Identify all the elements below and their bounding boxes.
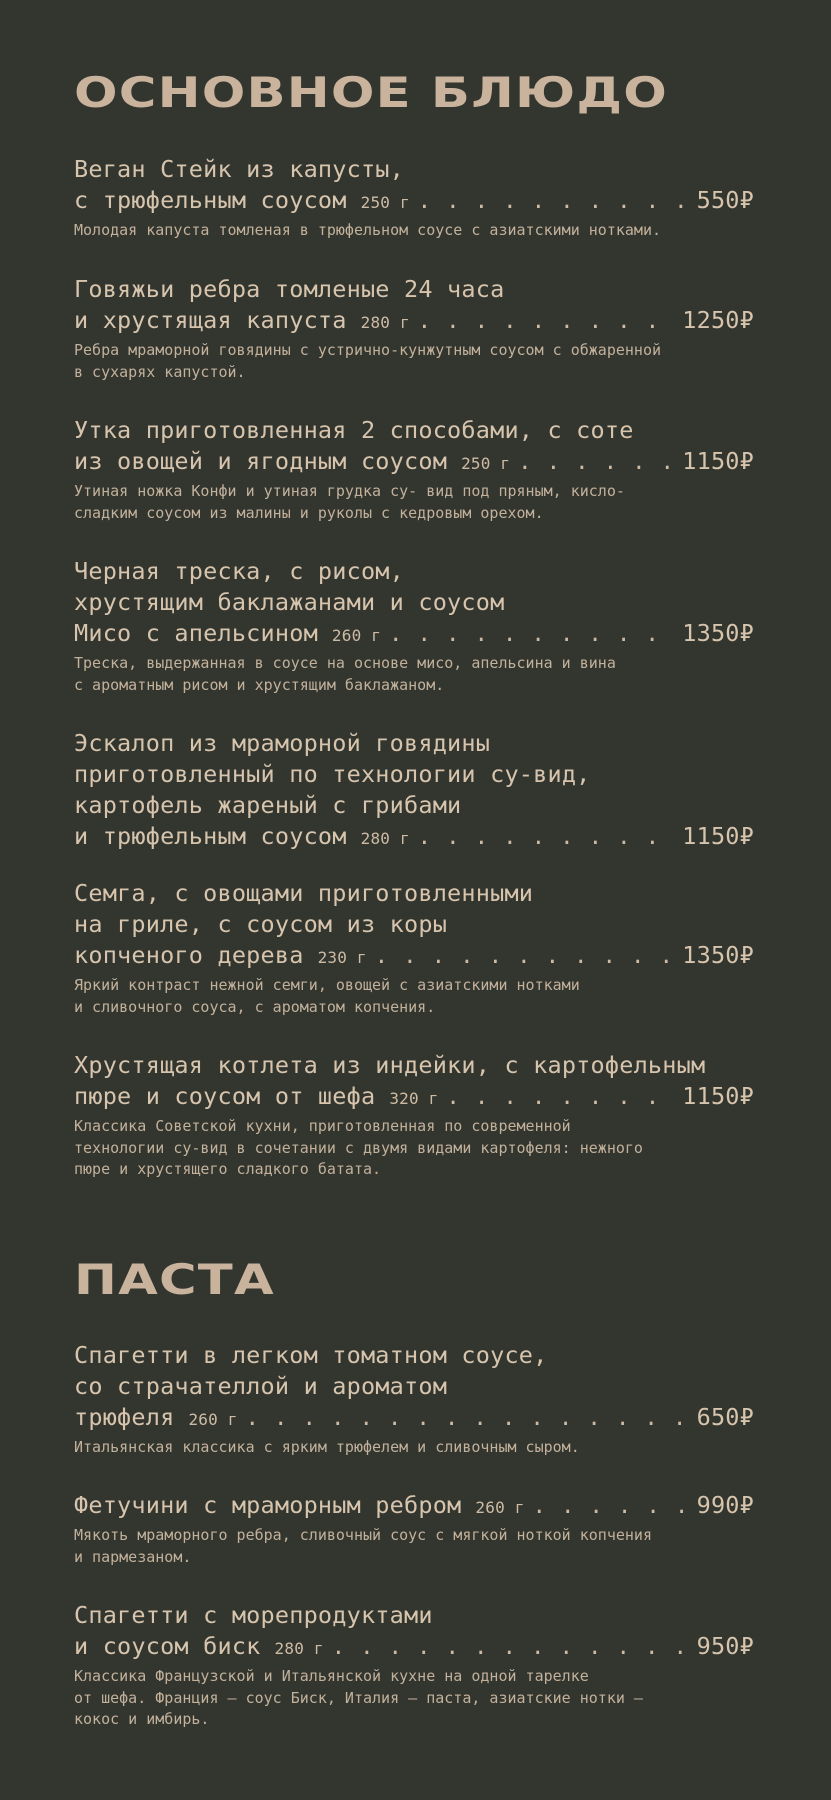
- leader-dots: [418, 822, 674, 853]
- item-name-line: Мисо с апельсином: [74, 619, 318, 647]
- section-title: ОСНОВНОЕ БЛЮДО: [74, 68, 668, 117]
- item-weight: 260 г: [188, 1410, 238, 1429]
- item-name-last-line: [74, 1402, 754, 1435]
- item-weight: 280 г: [360, 313, 410, 332]
- item-name-line: Спагетти в легком томатном соусе,: [74, 1341, 548, 1369]
- item-weight: 260 г: [475, 1498, 525, 1517]
- item-weight: 280 г: [274, 1639, 324, 1658]
- item-price: 1350₽: [682, 619, 754, 647]
- item-name-last-line: [74, 1081, 754, 1114]
- item-name-line: на гриле, с соусом из коры: [74, 910, 448, 938]
- leader-dots: [533, 1491, 689, 1522]
- item-description: Итальянская классика с ярким трюфелем и сливочным сыром.: [74, 1438, 580, 1456]
- item-weight: 230 г: [317, 948, 367, 967]
- menu-item: [74, 1600, 754, 1731]
- item-name: [74, 1600, 754, 1664]
- item-name: [74, 728, 754, 854]
- item-price: 1150₽: [682, 822, 754, 850]
- item-name-line: и трюфельным соусом: [74, 822, 347, 850]
- leader-dots: [246, 1403, 689, 1434]
- item-weight: 250 г: [360, 193, 410, 212]
- section-title: ПАСТА: [74, 1255, 275, 1304]
- item-name: [74, 1340, 754, 1435]
- section-main-course: [74, 68, 754, 117]
- item-name-line: хрустящим баклажанами и соусом: [74, 588, 505, 616]
- menu-item: [74, 1490, 754, 1568]
- item-description: Яркий контраст нежной семги, овощей с азиатскими нотками и сливочного соуса, с ароматом копчения.: [74, 976, 580, 1016]
- item-name-line: Эскалоп из мраморной говядины: [74, 729, 491, 757]
- item-name: [74, 1490, 754, 1523]
- item-price: 550₽: [696, 186, 754, 214]
- item-name-last-line: [74, 185, 754, 218]
- leader-dots: [332, 1632, 689, 1663]
- item-price: 990₽: [696, 1491, 754, 1519]
- item-name-line: Хрустящая котлета из индейки, с картофельным: [74, 1051, 706, 1079]
- item-name-line: Фетучини с мраморным ребром: [74, 1491, 462, 1519]
- leader-dots: [389, 619, 674, 650]
- item-name-last-line: [74, 305, 754, 338]
- leader-dots: [446, 1082, 674, 1113]
- item-name-line: с трюфельным соусом: [74, 186, 347, 214]
- item-description: Классика Советской кухни, приготовленная по современной технологии су-вид в сочетании с двумя видами картофеля: нежного пюре и хрустящего сладкого батата.: [74, 1117, 643, 1178]
- menu-item: [74, 1340, 754, 1459]
- item-price: 950₽: [696, 1632, 754, 1660]
- item-name-line: и хрустящая капуста: [74, 306, 347, 334]
- item-name: [74, 1050, 754, 1114]
- item-name-line: со страчателлой и ароматом: [74, 1372, 448, 1400]
- item-name-line: картофель жареный с грибами: [74, 791, 462, 819]
- leader-dots: [375, 941, 675, 972]
- leader-dots: [418, 306, 674, 337]
- item-name-line: трюфеля: [74, 1403, 175, 1431]
- item-name-line: копченого дерева: [74, 941, 304, 969]
- item-name-last-line: [74, 821, 754, 854]
- section-pasta: [74, 1255, 754, 1304]
- menu-item: [74, 556, 754, 696]
- item-name-line: Говяжьи ребра томленые 24 часа: [74, 275, 505, 303]
- menu-item: [74, 878, 754, 1018]
- item-name-line: Черная треска, с рисом,: [74, 557, 405, 585]
- item-weight: 280 г: [360, 829, 410, 848]
- item-price: 1150₽: [682, 447, 754, 475]
- item-price: 1150₽: [682, 1082, 754, 1110]
- item-name: [74, 274, 754, 338]
- menu-item: [74, 415, 754, 524]
- item-name: [74, 878, 754, 973]
- item-price: 1250₽: [682, 306, 754, 334]
- item-name-line: Веган Стейк из капусты,: [74, 155, 405, 183]
- item-name-line: пюре и соусом от шефа: [74, 1082, 376, 1110]
- item-name-line: из овощей и ягодным соусом: [74, 447, 448, 475]
- item-description: Ребра мраморной говядины с устрично-кунжутным соусом с обжаренной в сухарях капустой.: [74, 341, 661, 381]
- menu-item: [74, 728, 754, 854]
- menu-item: [74, 274, 754, 383]
- item-name-last-line: [74, 1631, 754, 1664]
- item-description: Классика Французской и Итальянской кухне на одной тарелке от шефа. Франция – соус Биск, Италия – паста, азиатские нотки – кокос и имбирь.: [74, 1667, 643, 1728]
- item-name: [74, 154, 754, 218]
- item-name-line: и соусом биск: [74, 1632, 261, 1660]
- item-name: [74, 415, 754, 479]
- item-name-last-line: [74, 1490, 754, 1523]
- item-price: 650₽: [696, 1403, 754, 1431]
- item-name-line: Семга, с овощами приготовленными: [74, 879, 534, 907]
- item-description: Молодая капуста томленая в трюфельном соусе с азиатскими нотками.: [74, 221, 661, 239]
- menu-item: [74, 154, 754, 242]
- item-weight: 260 г: [331, 626, 382, 645]
- item-description: Треска, выдержанная в соусе на основе мисо, апельсина и вина с ароматным рисом и хрустящим баклажаном.: [74, 654, 616, 694]
- leader-dots: [518, 447, 674, 478]
- item-weight: 320 г: [389, 1089, 439, 1108]
- item-name-line: приготовленный по технологии су-вид,: [74, 760, 591, 788]
- item-name-line: Утка приготовленная 2 способами, с соте: [74, 416, 634, 444]
- item-price: 1350₽: [682, 941, 754, 969]
- item-name-last-line: [74, 446, 754, 479]
- item-name: [74, 556, 754, 651]
- item-description: Мякоть мраморного ребра, сливочный соус с мягкой ноткой копчения и пармезаном.: [74, 1526, 652, 1566]
- item-name-last-line: [74, 618, 754, 651]
- item-name-last-line: [74, 940, 754, 973]
- item-name-line: Спагетти с морепродуктами: [74, 1601, 433, 1629]
- leader-dots: [418, 186, 689, 217]
- item-description: Утиная ножка Конфи и утиная грудка су- вид под пряным, кисло- сладким соусом из малины и руколы с кедровым орехом.: [74, 482, 625, 522]
- item-weight: 250 г: [461, 454, 511, 473]
- menu-item: [74, 1050, 754, 1181]
